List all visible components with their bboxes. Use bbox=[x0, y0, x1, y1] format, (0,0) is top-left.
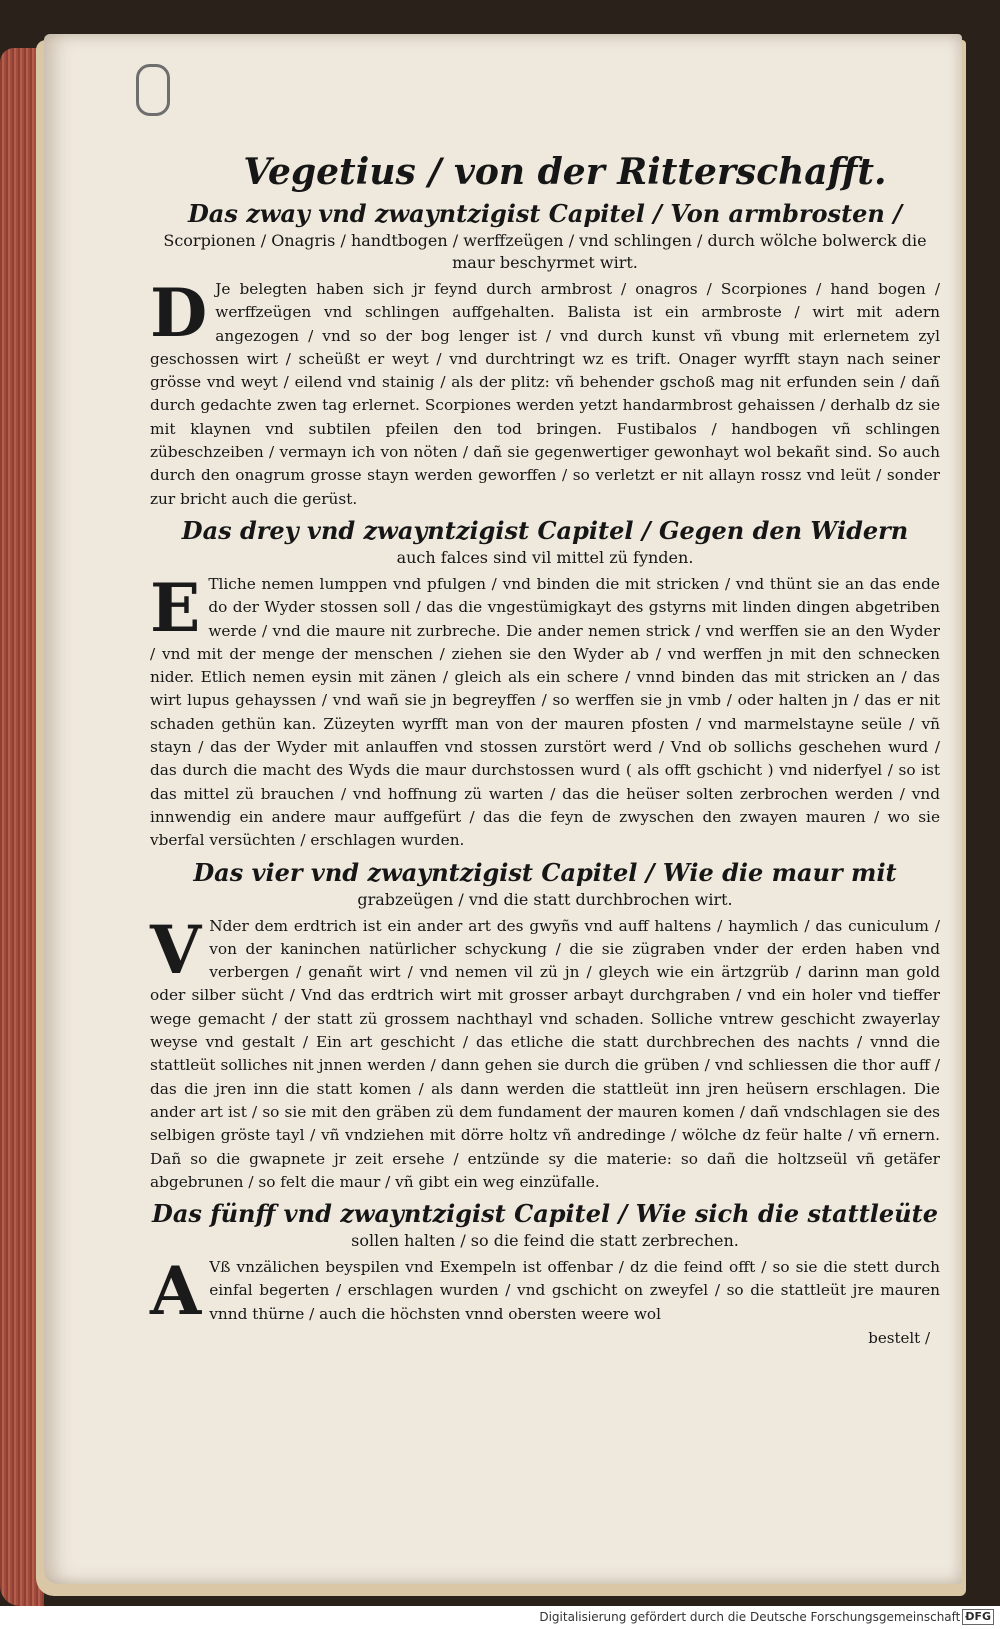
paragraph-text: Je belegten haben sich jr feynd durch armbrost / onagros / Scorpiones / hand bogen / werffzeügen vnd schlingen auffgehalten. Balista ist ein armbroste / wirt mit adern angezogen / vnd so der bog lenger ist / vnd durch kunst vñ vbung mit erlernetem zyl geschossen wirt / scheüßt er weyt / vnd durchtringt wz es trift. Onager wyrfft stayn nach seiner grösse vnd weyt / eilend vnd stainig / als der plitz: vñ behender gschoß mag nit erfunden sein / dañ durch gedachte zwen tag erlernet. Scorpiones werden yetzt handarmbrost gehaissen / derhalb dz sie mit klaynen vnd subtilen pfeilen den tod bringen. Fustibalos / handbogen vñ schlingen zübeschzeiben / vermayn ich von nöten / dañ sie gegenwertiger gewonhayt wol bekañt sind. So auch durch den onagrum grosse stayn werden geworffen / so verletzt er nit allayn rossz vnd leüt / sonder zur bricht auch die gerüst. bbox=[150, 280, 940, 508]
running-head: Vegetius / von der Ritterschafft. bbox=[243, 151, 887, 193]
paragraph-text: Vß vnzälichen beyspilen vnd Exempeln ist offenbar / dz die feind offt / so sie die stett durch einfal begerten / erschlagen wurden / vnd gschicht on zweyfel / so die stattleüt jre mauren vnnd thürne / auch die höchsten vnnd obersten weere wol bbox=[209, 1258, 940, 1323]
dfg-logo: DFG bbox=[962, 1609, 994, 1625]
chapter-heading: Das fünff vnd zwayntzigist Capitel / Wie sich die stattleüte bbox=[152, 1199, 938, 1229]
chapter-heading: Das vier vnd zwayntzigist Capitel / Wie die maur mit bbox=[193, 857, 897, 887]
chapter-23 bbox=[150, 515, 940, 853]
chapter-heading: Das zway vnd zwayntzigist Capitel / Von armbrosten / bbox=[187, 199, 902, 228]
chapter-heading: Das drey vnd zwayntzigist Capitel / Gegen den Widern bbox=[181, 515, 909, 545]
chapter-25 bbox=[150, 1198, 940, 1331]
drop-cap-initial: A bbox=[150, 1252, 202, 1331]
chapter-paragraph bbox=[150, 274, 940, 511]
paper-clip bbox=[136, 64, 170, 116]
drop-cap-initial: E bbox=[150, 568, 201, 647]
footer-credit-text: Digitalisierung gefördert durch die Deutsche Forschungsgemeinschaft · bbox=[539, 1610, 968, 1624]
chapter-subheading: auch falces sind vil mittel zü fynden. bbox=[396, 547, 694, 567]
chapter-subheading: grabzeügen / vnd die statt durchbrochen wirt. bbox=[357, 889, 733, 909]
paragraph-text: Tliche nemen lumppen vnd pfulgen / vnd binden die mit stricken / vnd thünt sie an das ende do der Wyder stossen soll / das die vngestümigkayt des gstyrns mit linden dingen abgetriben werde / vnd die maure nit zurbreche. Die ander nemen strick / vnd werffen sie an den Wyder / vnd mit der menge der menschen / ziehen sie den Wyder ab / vnd werffen jn mit den schnecken nider. Etlich nemen eysin mit zänen / gleich als ein schere / vnnd binden das mit stricken an / das wirt lupus gehayssen / vnd wañ sie jn begreyffen / so werffen sie jn vmb / oder halten jn / das er nit schaden gethün kan. Züzeyten wyrfft man von der mauren pfosten / vnd marmelstayne seüle / vñ stayn / das der Wyder mit anlauffen vnd stossen zurstört werd / Vnd ob sollichs geschehen wurd / das durch die macht des Wyds die maur durchstossen wurd ( als offt gschicht ) vnd niderfyel / so ist das mittel zü brauchen / vnd hoffnung zü warten / das die heüser solten zerbrochen werden / vnd innwendig ein andere maur auffgefürt / das die feyn de zwyschen den zwayen mauren / wo sie vberfal versüchten / erschlagen wurden. bbox=[150, 574, 940, 850]
drop-cap-initial: V bbox=[150, 910, 202, 989]
text-block bbox=[150, 150, 940, 1348]
drop-cap-initial: D bbox=[150, 274, 208, 352]
chapter-paragraph bbox=[150, 1252, 940, 1331]
chapter-subheading: sollen halten / so die feind die statt zerbrechen. bbox=[351, 1231, 739, 1251]
chapter-22 bbox=[150, 198, 940, 511]
chapter-paragraph bbox=[150, 568, 940, 853]
footer-bar bbox=[0, 1606, 1000, 1629]
chapter-subheading: Scorpionen / Onagris / handtbogen / werffzeügen / vnd schlingen / durch wölche bolwerck die maur beschyrmet wirt. bbox=[163, 231, 927, 272]
paragraph-text: Nder dem erdtrich ist ein ander art des gwyñs vnd auff haltens / haymlich / das cuniculum / von der kaninchen natürlicher schyckung / die sie zügraben vnder der erden haben vnd verbergen / genañt wirt / vnd nemen vil zü jn / gleych wie ein ärtzgrüb / darinn man gold oder silber sücht / Vnd das erdtrich wirt mit grosser arbayt durchgraben / vnd ein holer vnd tieffer wege gemacht / der statt zü grossem nachthayl vnd schaden. Solliche vntrew geschicht zwayerlay weyse vnd gestalt / Ein art geschicht / das etliche die statt durchbrechen des nachts / vnnd die stattleüt solliches nit jnnen werden / dann gehen sie durch die grüben / vnd schliessen die thor auff / das die jren inn die statt komen / als dann werden die stattleüt inn jren heüsern erschlagen. Die ander art ist / so sie mit den gräben zü dem fundament der mauren komen / dañ vndschlagen sie des selbigen gröste tayl / vñ vndziehen mit dörre holtz vñ andredinge / wölche dz feür halte / vñ ernern. Dañ so die gwapnete jr zeit ersehe / entzünde sy die materie: so dañ die holtzseül vñ getäfer abgebrunen / so felt die maur / vñ gibt ein weg einzüfalle. bbox=[150, 916, 940, 1191]
chapter-24 bbox=[150, 857, 940, 1195]
chapter-paragraph bbox=[150, 910, 940, 1195]
catchword: bestelt / bbox=[868, 1328, 930, 1347]
